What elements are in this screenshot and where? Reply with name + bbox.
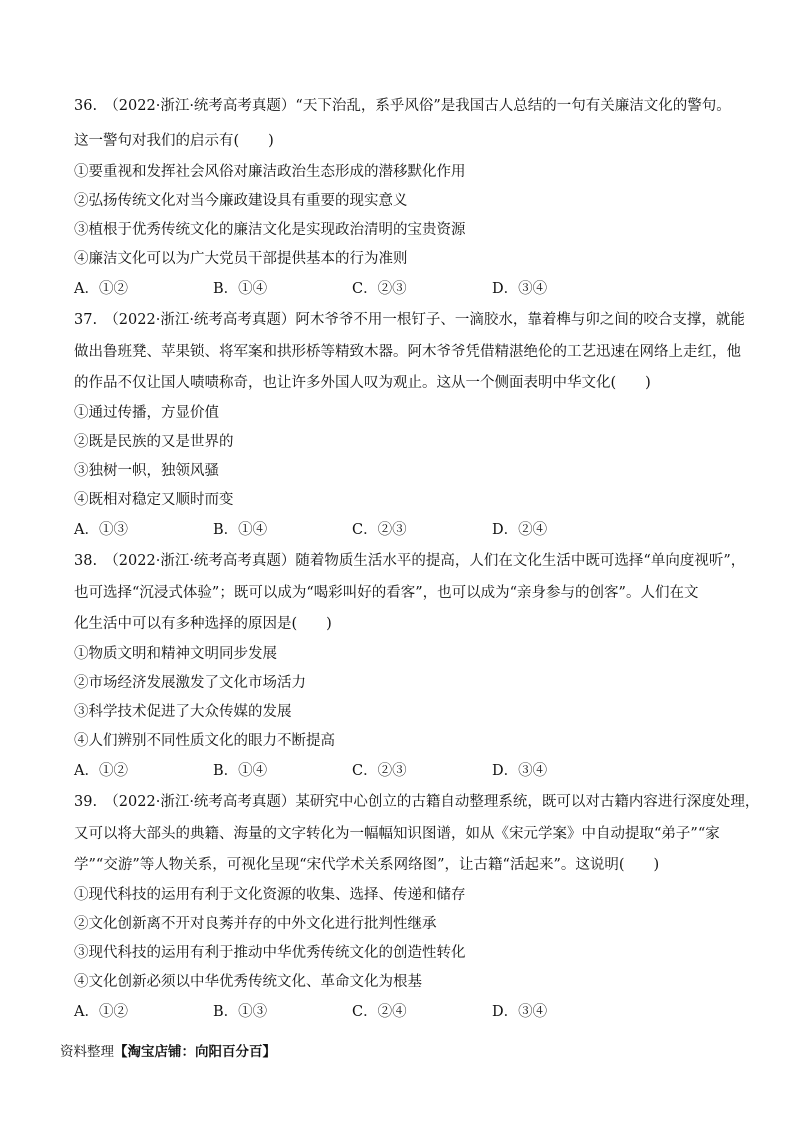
question-stem-line: 36. （2022·浙江·统考高考真题）“天下治乱，系乎风俗”是我国古人总结的一句有关廉洁文化的警句。	[74, 98, 731, 114]
footer-prefix: 资料整理	[60, 1044, 114, 1060]
footer-shop: 【淘宝店铺：向阳百分百】	[114, 1044, 276, 1060]
statement-3: ③现代科技的运用有利于推动中华优秀传统文化的创造性转化	[74, 945, 466, 961]
statement-3: ③科学技术促进了大众传媒的发展	[74, 704, 292, 720]
option-a[interactable]: A．①②	[74, 1004, 128, 1020]
statement-3: ③植根于优秀传统文化的廉洁文化是实现政治清明的宝贵资源	[74, 222, 466, 238]
option-d[interactable]: D．③④	[492, 1004, 548, 1020]
statement-1: ①通过传播，方显价值	[74, 405, 219, 421]
option-d[interactable]: D．②④	[492, 522, 548, 538]
statement-4: ④既相对稳定又顺时而变	[74, 492, 234, 508]
statement-2: ②市场经济发展激发了文化市场活力	[74, 675, 306, 691]
statement-4: ④文化创新必须以中华优秀传统文化、革命文化为根基	[74, 974, 422, 990]
option-a[interactable]: A．①②	[74, 281, 128, 297]
statement-1: ①要重视和发挥社会风俗对廉洁政治生态形成的潜移默化作用	[74, 164, 466, 180]
option-c[interactable]: C．②③	[352, 522, 407, 538]
question-stem-line: 38. （2022·浙江·统考高考真题）随着物质生活水平的提高，人们在文化生活中既可选择“单向度视听”，	[74, 553, 746, 569]
question-stem-line: 又可以将大部头的典籍、海量的文字转化为一幅幅知识图谱，如从《宋元学案》中自动提取“弟子”“家	[74, 826, 720, 842]
answer-options	[74, 279, 674, 299]
option-a[interactable]: A．①③	[74, 522, 128, 538]
option-d[interactable]: D．③④	[492, 281, 548, 297]
statement-2: ②弘扬传统文化对当今廉政建设具有重要的现实意义	[74, 193, 408, 209]
statement-1: ①物质文明和精神文明同步发展	[74, 646, 277, 662]
question-stem-line: 也可选择“沉浸式体验”；既可以成为“喝彩叫好的看客”，也可以成为“亲身参与的创客”。人们在文	[74, 585, 699, 601]
statement-4: ④人们辨别不同性质文化的眼力不断提高	[74, 733, 335, 749]
statement-2: ②既是民族的又是世界的	[74, 434, 234, 450]
option-c[interactable]: C．②③	[352, 281, 407, 297]
option-d[interactable]: D．③④	[492, 763, 548, 779]
answer-options	[74, 761, 674, 781]
question-stem-line: 39. （2022·浙江·统考高考真题）某研究中心创立的古籍自动整理系统，既可以对古籍内容进行深度处理，	[74, 794, 760, 810]
option-c[interactable]: C．②③	[352, 763, 407, 779]
answer-options	[74, 1002, 674, 1022]
statement-2: ②文化创新离不开对良莠并存的中外文化进行批判性继承	[74, 916, 437, 932]
statement-1: ①现代科技的运用有利于文化资源的收集、选择、传递和储存	[74, 887, 466, 903]
question-stem-line: 化生活中可以有多种选择的原因是( )	[74, 616, 332, 632]
option-b[interactable]: B．①④	[213, 522, 268, 538]
question-stem-line: 做出鲁班凳、苹果锁、将军案和拱形桥等精致木器。阿木爷爷凭借精湛绝伦的工艺迅速在网络上走红，他	[74, 344, 741, 360]
option-b[interactable]: B．①④	[213, 763, 268, 779]
question-stem-line: 学”“交游”等人物关系，可视化呈现“宋代学术关系网络图”，让古籍“活起来”。这说明( )	[74, 857, 660, 873]
option-b[interactable]: B．①④	[213, 281, 268, 297]
statement-4: ④廉洁文化可以为广大党员干部提供基本的行为准则	[74, 251, 408, 267]
statement-3: ③独树一帜，独领风骚	[74, 463, 219, 479]
question-stem-line: 37. （2022·浙江·统考高考真题）阿木爷爷不用一根钉子、一滴胶水，靠着榫与卯之间的咬合支撑，就能	[74, 312, 745, 328]
option-a[interactable]: A．①②	[74, 763, 128, 779]
question-stem-line: 的作品不仅让国人啧啧称奇，也让许多外国人叹为观止。这从一个侧面表明中华文化( )	[74, 375, 651, 391]
option-c[interactable]: C．②④	[352, 1004, 407, 1020]
question-stem-line: 这一警句对我们的启示有( )	[74, 133, 274, 149]
answer-options	[74, 520, 674, 540]
page-footer	[60, 1042, 276, 1062]
option-b[interactable]: B．①③	[213, 1004, 268, 1020]
